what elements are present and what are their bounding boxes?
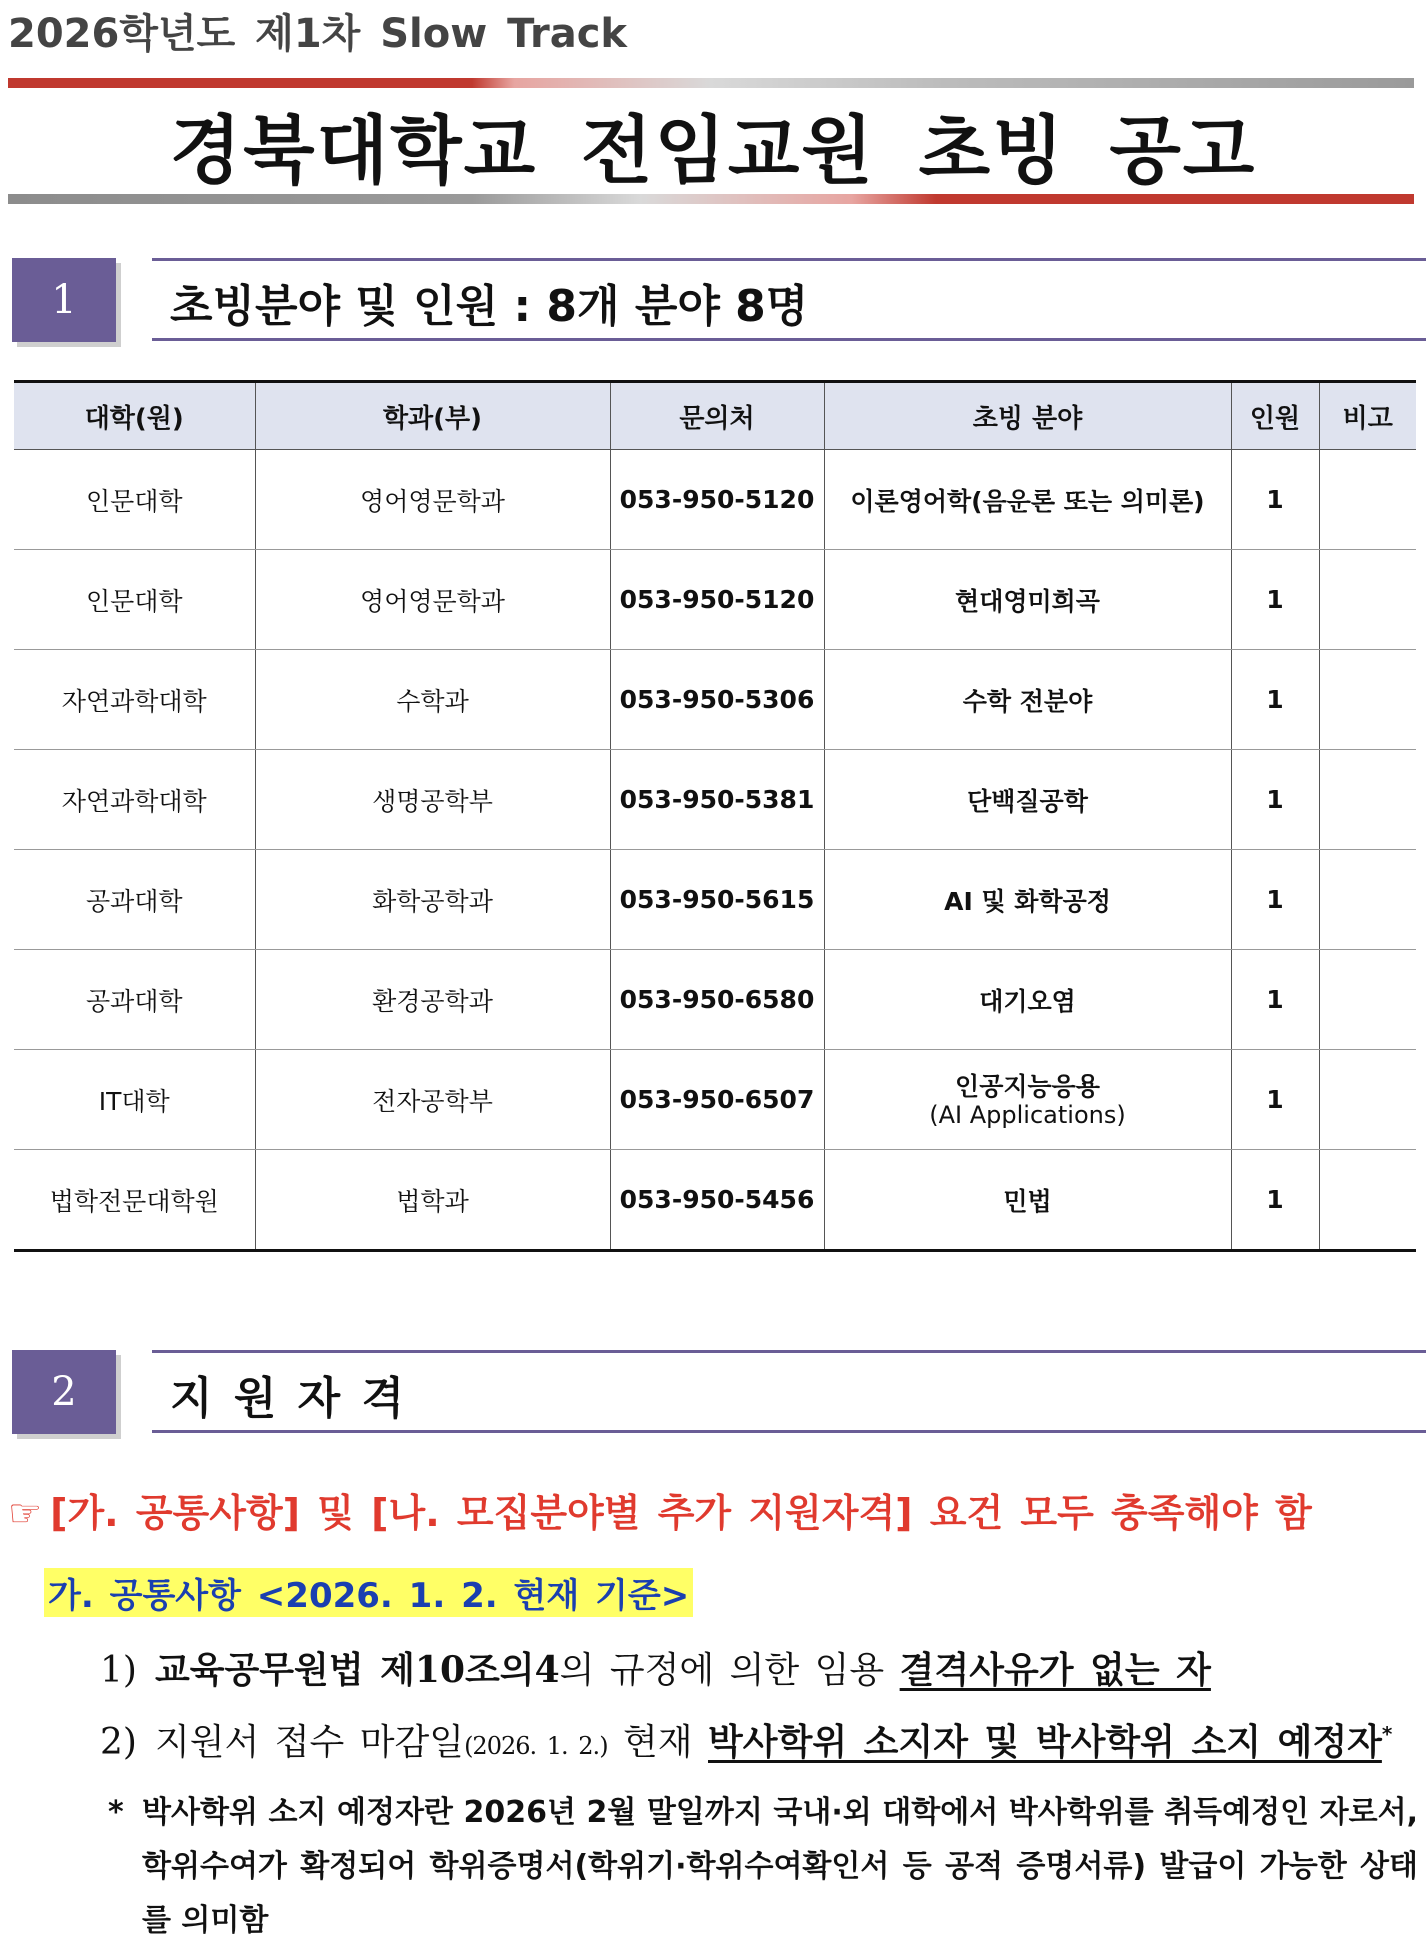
decorative-bar-top — [8, 78, 1414, 88]
cell-college: 공과대학 — [14, 950, 255, 1050]
cell-college: 법학전문대학원 — [14, 1150, 255, 1251]
eligibility-notice — [8, 1482, 1312, 1537]
cell-college: 인문대학 — [14, 550, 255, 650]
cell-department: 환경공학과 — [255, 950, 610, 1050]
cell-contact: 053-950-5306 — [610, 650, 824, 750]
cell-count: 1 — [1231, 1050, 1319, 1150]
cell-note — [1319, 550, 1416, 650]
table-row — [14, 850, 1416, 950]
section-2-title: 지 원 자 격 — [170, 1373, 404, 1424]
requirement-2-emphasis: 박사학위 소지자 및 박사학위 소지 예정자 — [708, 1722, 1382, 1763]
doctoral-footnote — [108, 1786, 1418, 1948]
requirement-1-clause: 4 — [534, 1649, 560, 1691]
table-row — [14, 1150, 1416, 1251]
cell-field: 민법 — [824, 1150, 1231, 1251]
pointing-hand-icon: ☞ — [8, 1491, 43, 1535]
cell-college: 자연과학대학 — [14, 750, 255, 850]
section-1-number-badge: 1 — [12, 258, 116, 342]
requirement-2 — [100, 1714, 1392, 1765]
requirement-2-number: 2) — [100, 1722, 137, 1763]
cell-note — [1319, 750, 1416, 850]
col-header-college: 대학(원) — [14, 382, 255, 450]
cell-field: 이론영어학(음운론 또는 의미론) — [824, 450, 1231, 550]
requirement-1-article: 10 — [414, 1649, 466, 1691]
cell-contact: 053-950-5120 — [610, 450, 824, 550]
footnote-text: 박사학위 소지 예정자란 2026년 2월 말일까지 국내·외 대학에서 박사학위를 취득예정인 자로서, 학위수여가 확정되어 학위증명서(학위기·학위수여확인서 등 공적 증명서류) 발급이 가능한 상태를 의미함 — [142, 1795, 1418, 1938]
cell-field: 수학 전분야 — [824, 650, 1231, 750]
table-row — [14, 650, 1416, 750]
requirement-1-text: 의 규정에 의한 임용 — [559, 1650, 900, 1691]
cell-field-sub: (AI Applications) — [929, 1100, 1126, 1129]
cell-count: 1 — [1231, 550, 1319, 650]
cell-note — [1319, 1150, 1416, 1251]
cell-department: 영어영문학과 — [255, 450, 610, 550]
requirement-1 — [100, 1642, 1211, 1693]
cell-department: 수학과 — [255, 650, 610, 750]
requirement-2-text-2: 현재 — [607, 1722, 709, 1763]
cell-note — [1319, 1050, 1416, 1150]
cell-contact: 053-950-6507 — [610, 1050, 824, 1150]
page-title: 경북대학교 전임교원 초빙 공고 — [169, 108, 1257, 194]
cell-field: AI 및 화학공정 — [824, 850, 1231, 950]
cell-field: 현대영미희곡 — [824, 550, 1231, 650]
cell-department: 영어영문학과 — [255, 550, 610, 650]
section-2-top-rule — [152, 1350, 1426, 1353]
cell-count: 1 — [1231, 850, 1319, 950]
cell-field: 대기오염 — [824, 950, 1231, 1050]
cell-college: 인문대학 — [14, 450, 255, 550]
cell-contact: 053-950-5456 — [610, 1150, 824, 1251]
requirement-1-law: 교육공무원법 제 — [154, 1650, 415, 1691]
cell-contact: 053-950-5615 — [610, 850, 824, 950]
cell-count: 1 — [1231, 450, 1319, 550]
requirement-1-emphasis: 결격사유가 없는 자 — [899, 1650, 1211, 1691]
requirement-2-footnote-mark: * — [1381, 1722, 1393, 1746]
cell-note — [1319, 950, 1416, 1050]
col-header-count: 인원 — [1231, 382, 1319, 450]
common-requirements-heading: 가. 공통사항 <2026. 1. 2. 현재 기준> — [44, 1568, 693, 1617]
cell-college: 공과대학 — [14, 850, 255, 950]
cell-college: IT대학 — [14, 1050, 255, 1150]
cell-field — [824, 1050, 1231, 1150]
table-row — [14, 750, 1416, 850]
table-row — [14, 550, 1416, 650]
cell-college: 자연과학대학 — [14, 650, 255, 750]
col-header-field: 초빙 분야 — [824, 382, 1231, 450]
requirement-1-number: 1) — [100, 1650, 137, 1691]
posting-round-label: 2026학년도 제1차 Slow Track — [8, 11, 628, 57]
decorative-bar-bottom — [8, 194, 1414, 204]
section-1-bottom-rule — [152, 338, 1426, 341]
cell-department: 생명공학부 — [255, 750, 610, 850]
table-row — [14, 950, 1416, 1050]
section-2-bottom-rule — [152, 1430, 1426, 1433]
requirement-2-text: 지원서 접수 마감일 — [154, 1722, 465, 1763]
section-1-top-rule — [152, 258, 1426, 261]
requirement-1-clause-label: 조의 — [465, 1650, 535, 1691]
cell-contact: 053-950-5381 — [610, 750, 824, 850]
section-1-title: 초빙분야 및 인원 : 8개 분야 8명 — [170, 281, 809, 332]
footnote-star: * — [108, 1795, 124, 1830]
col-header-note: 비고 — [1319, 382, 1416, 450]
cell-department: 법학과 — [255, 1150, 610, 1251]
cell-note — [1319, 450, 1416, 550]
table-row — [14, 1050, 1416, 1150]
cell-field: 단백질공학 — [824, 750, 1231, 850]
table-row — [14, 450, 1416, 550]
recruitment-table — [14, 380, 1416, 1252]
requirement-2-date: (2026. 1. 2.) — [464, 1732, 608, 1760]
cell-department: 전자공학부 — [255, 1050, 610, 1150]
cell-count: 1 — [1231, 950, 1319, 1050]
table-header-row — [14, 382, 1416, 450]
section-2-number-badge: 2 — [12, 1350, 116, 1434]
cell-count: 1 — [1231, 1150, 1319, 1251]
cell-count: 1 — [1231, 650, 1319, 750]
cell-note — [1319, 850, 1416, 950]
cell-field-main: 인공지능응용 — [955, 1071, 1100, 1101]
cell-count: 1 — [1231, 750, 1319, 850]
col-header-contact: 문의처 — [610, 382, 824, 450]
cell-contact: 053-950-5120 — [610, 550, 824, 650]
cell-department: 화학공학과 — [255, 850, 610, 950]
cell-contact: 053-950-6580 — [610, 950, 824, 1050]
cell-note — [1319, 650, 1416, 750]
col-header-department: 학과(부) — [255, 382, 610, 450]
eligibility-notice-text: [가. 공통사항] 및 [나. 모집분야별 추가 지원자격] 요건 모두 충족해야 함 — [50, 1491, 1312, 1535]
